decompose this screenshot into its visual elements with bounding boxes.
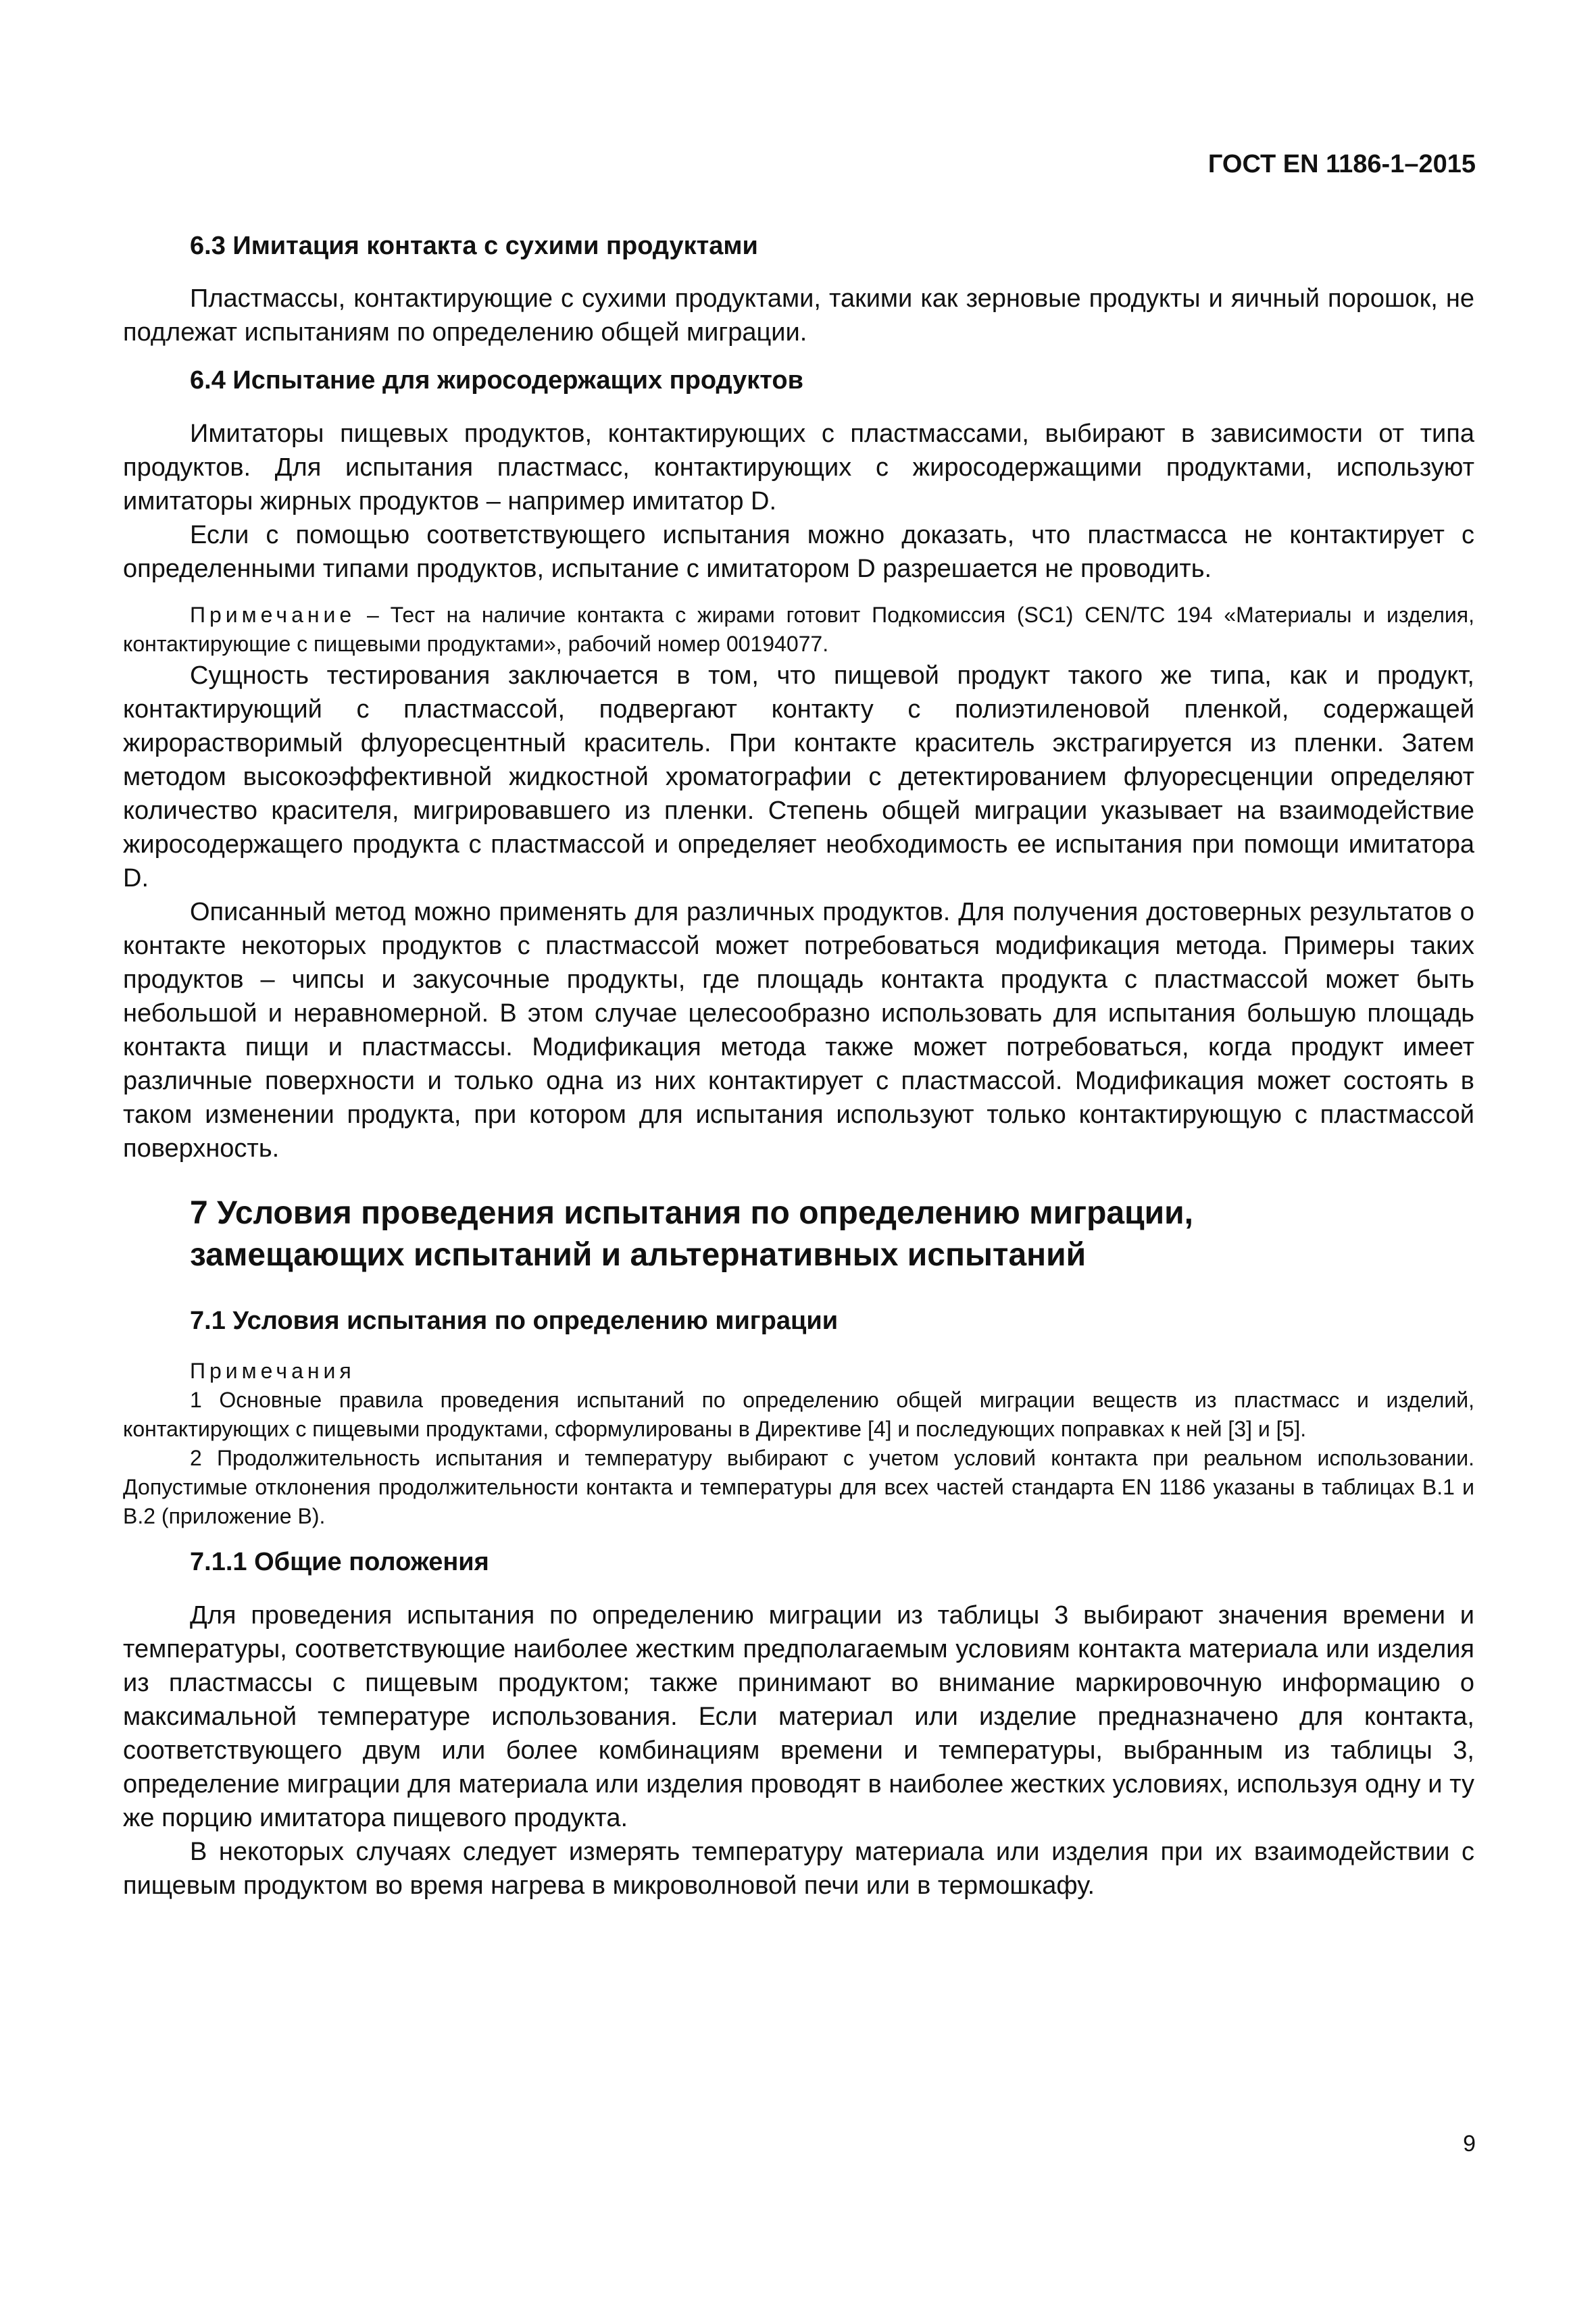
section-6-3-paragraph: Пластмассы, контактирующие с сухими продуктами, такими как зерновые продукты и яичный порошок, не подлежат испытаниям по определению общей миграции. — [123, 284, 1474, 347]
note-text: – Тест на наличие контакта с жирами готовит Подкомиссия (SC1) CEN/TC 194 «Материалы и изделия, контактирующие с пищевыми продуктами», рабочий номер 00194077. — [123, 602, 1474, 656]
section-6-4-paragraph-4: Описанный метод можно применять для различных продуктов. Для получения достоверных результатов о контакте некоторых продуктов с пластмассой может потребоваться модификация метода. Примеры таких продуктов – чипсы и закусочные продукты, где площадь контакта продукта с пластмассой может быть небольшой и неравномерной. В этом случае целесообразно использовать для испытания большую площадь контакта пищи и пластмассы. Модификация метода также может потребоваться, когда продукт имеет различные поверхности и только одна из них контактирует с пластмассой. Модификация может состоять в таком изменении продукта, при котором для испытания используют только контактирующую с пластмассой поверхность. — [123, 897, 1474, 1163]
section-6-4-paragraph-1: Имитаторы пищевых продуктов, контактирующих с пластмассами, выбирают в зависимости от типа продуктов. Для испытания пластмасс, контактирующих с жиросодержащими продуктами, используют имитаторы жирных продуктов – например имитатор D. — [123, 419, 1474, 515]
document-body — [123, 230, 1474, 1903]
section-6-4-note — [123, 601, 1474, 659]
section-6-4-title: 6.4 Испытание для жиросодержащих продуктов — [190, 366, 803, 395]
page-header: ГОСТ EN 1186-1–2015 — [1207, 150, 1476, 178]
page-number: 9 — [1463, 2131, 1476, 2157]
section-7-1-title: 7.1 Условия испытания по определению миграции — [190, 1306, 839, 1335]
section-7-1-1-paragraph-2: В некоторых случаях следует измерять температуру материала или изделия при их взаимодействии с пищевым продуктом во время нагрева в микроволновой печи или в термошкафу. — [123, 1837, 1474, 1900]
section-6-4-paragraph-3: Сущность тестирования заключается в том, что пищевой продукт такого же типа, как и продукт, контактирующий с пластмассой, подвергают контакту с полиэтиленовой пленкой, содержащей жирорастворимый флуоресцентный краситель. При контакте краситель экстрагируется из пленки. Затем методом высокоэффективной жидкостной хроматографии с детектированием флуоресценции определяют количество красителя, мигрировавшего из пленки. Степень общей миграции указывает на взаимодействие жиросодержащего продукта с пластмассой и определяет необходимость ее испытания при помощи имитатора D. — [123, 661, 1474, 892]
section-7-title-line-1: 7 Условия проведения испытания по определению миграции, — [190, 1194, 1193, 1231]
section-6-3-title: 6.3 Имитация контакта с сухими продуктами — [190, 232, 758, 260]
notes-title: Примечания — [190, 1359, 355, 1384]
section-6-4-paragraph-2: Если с помощью соответствующего испытания можно доказать, что пластмасса не контактирует с определенными типами продуктов, испытание с имитатором D разрешается не проводить. — [123, 520, 1474, 583]
section-7-title-line-2: замещающих испытаний и альтернативных испытаний — [190, 1236, 1087, 1273]
section-7-1-1-paragraph-1: Для проведения испытания по определению миграции из таблицы 3 выбирают значения времени и температуры, соответствующие наиболее жестким предполагаемым условиям контакта материала или изделия из пластмассы с пищевым продуктом; также принимают во внимание маркировочную информацию о максимальной температуре использования. Если материал или изделие предназначено для контакта, соответствующего двум или более комбинациям времени и температуры, выбранным из таблицы 3, определение миграции для материала или изделия проводят в наиболее жестких условиях, используя одну и ту же порцию имитатора пищевого продукта. — [123, 1601, 1474, 1832]
note-label: Примечание — [190, 602, 356, 627]
section-7-1-1-title: 7.1.1 Общие положения — [190, 1548, 489, 1577]
section-7-title — [123, 1192, 1474, 1276]
section-7-1-note-2: 2 Продолжительность испытания и температуру выбирают с учетом условий контакта при реальном использовании. Допустимые отклонения продолжительности контакта и температуры для всех частей стандарта EN 1186 указаны в таблицах В.1 и В.2 (приложение В). — [123, 1446, 1474, 1529]
section-7-1-note-1: 1 Основные правила проведения испытаний по определению общей миграции веществ из пластмасс и изделий, контактирующих с пищевыми продуктами, сформулированы в Директиве [4] и последующих поправках к ней [3] и [5]. — [123, 1388, 1474, 1442]
